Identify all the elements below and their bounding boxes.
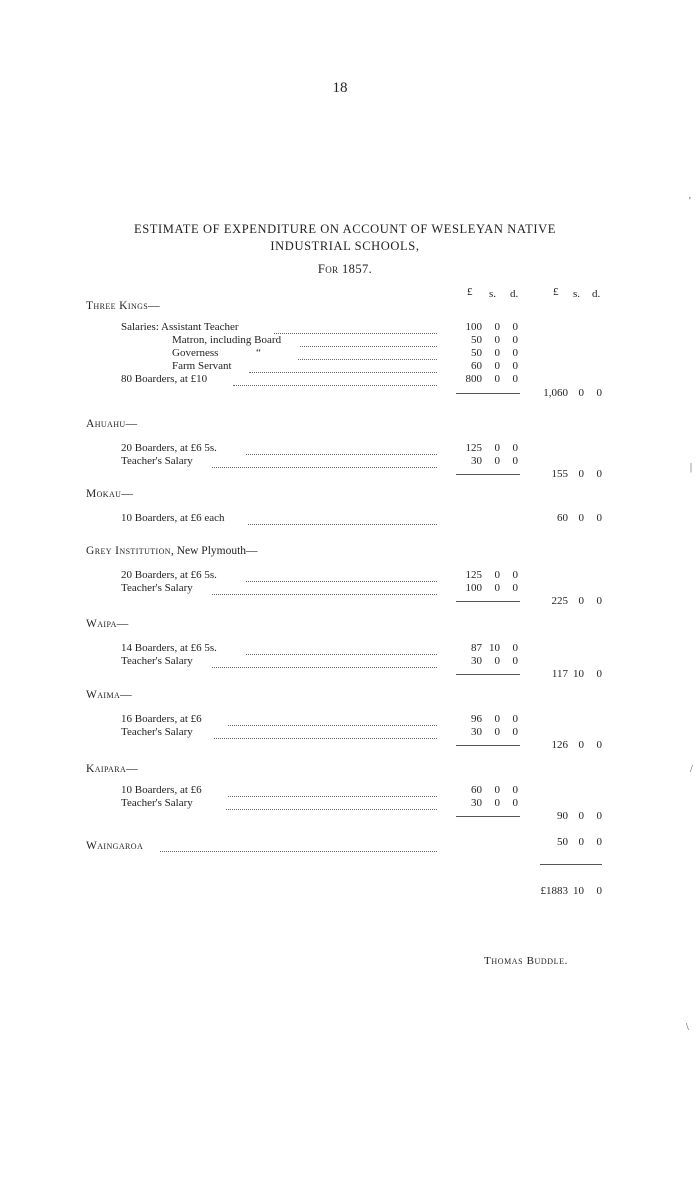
total-shillings: 10 [573, 668, 584, 680]
dots [298, 359, 437, 360]
header-pence-2: d. [592, 288, 601, 300]
item-label: Teacher's Salary [121, 726, 193, 738]
total-pence: 0 [596, 836, 602, 848]
amount-pence: 0 [512, 373, 518, 385]
total-pence: 0 [596, 468, 602, 480]
total-pence: 0 [596, 739, 602, 751]
three-kings-line-5 [121, 373, 207, 385]
subtotal-rule [456, 393, 520, 394]
total-pence: 0 [596, 595, 602, 607]
section-three-kings-title: Three Kings— [86, 300, 161, 312]
dots [226, 809, 437, 810]
total-pounds: 1,060 [543, 387, 568, 399]
subtotal-rule [456, 674, 520, 675]
grey-line-1 [121, 569, 217, 581]
amount-shillings: 0 [494, 726, 500, 738]
amount-shillings: 0 [494, 347, 500, 359]
amount-pence: 0 [512, 784, 518, 796]
amount-pence: 0 [512, 360, 518, 372]
amount-shillings: 0 [494, 373, 500, 385]
three-kings-line-2 [172, 334, 281, 346]
dots [249, 372, 437, 373]
scan-mark: / [690, 764, 693, 775]
total-shillings: 0 [578, 468, 584, 480]
total-pence: 0 [596, 668, 602, 680]
three-kings-line-1 [121, 321, 239, 333]
section-grey-institution-title [86, 545, 258, 557]
item-label: Matron, including Board [172, 334, 282, 346]
kaipara-line-2 [121, 797, 193, 809]
dots [274, 333, 437, 334]
dots [214, 738, 437, 739]
signature: Thomas Buddle. [484, 955, 568, 967]
document-title-line-2: INDUSTRIAL SCHOOLS, [270, 239, 420, 253]
item-label: Teacher's Salary [121, 797, 193, 809]
three-kings-line-3 [172, 347, 261, 359]
total-pounds: 126 [551, 739, 568, 751]
waima-line-2 [121, 726, 193, 738]
item-label: Salaries: Assistant Teacher [121, 321, 239, 333]
amount-pence: 0 [512, 334, 518, 346]
total-shillings: 0 [578, 512, 584, 524]
amount-shillings: 0 [494, 713, 500, 725]
amount-pounds: 100 [465, 582, 482, 594]
section-title-main: Grey Institution [86, 545, 171, 557]
amount-pounds: 30 [471, 655, 482, 667]
grand-total-pence: 0 [596, 885, 602, 897]
ahuahu-line-2 [121, 455, 193, 467]
amount-shillings: 0 [494, 797, 500, 809]
amount-shillings: 0 [494, 442, 500, 454]
section-waima-title: Waima— [86, 689, 133, 701]
section-ahuahu-title: Ahuahu— [86, 418, 138, 430]
grand-total-rule [540, 864, 602, 865]
waipa-line-2 [121, 655, 193, 667]
total-pence: 0 [596, 810, 602, 822]
subtotal-rule [456, 474, 520, 475]
ditto-mark: “ [256, 347, 261, 359]
dots [212, 594, 437, 595]
item-label: 16 Boarders, at £6 [121, 713, 202, 725]
document-title: ESTIMATE OF EXPENDITURE ON ACCOUNT OF WESLEYAN NATIVE [134, 222, 556, 236]
section-mokau-title: Mokau— [86, 488, 134, 500]
dots [212, 667, 437, 668]
item-label: Farm Servant [172, 360, 232, 372]
dots [246, 454, 437, 455]
amount-pence: 0 [512, 455, 518, 467]
header-pence-1: d. [510, 288, 519, 300]
amount-shillings: 10 [489, 642, 500, 654]
amount-pence: 0 [512, 642, 518, 654]
item-label: 20 Boarders, at £6 5s. [121, 569, 217, 581]
item-label: 80 Boarders, at £10 [121, 373, 208, 385]
total-shillings: 0 [578, 836, 584, 848]
item-label: Teacher's Salary [121, 582, 193, 594]
amount-shillings: 0 [494, 455, 500, 467]
total-pounds: 155 [551, 468, 568, 480]
scan-mark: | [690, 462, 693, 473]
amount-pence: 0 [512, 442, 518, 454]
amount-pounds: 87 [471, 642, 482, 654]
grand-total-shillings: 10 [573, 885, 584, 897]
amount-shillings: 0 [494, 334, 500, 346]
header-pounds-1: £ [467, 286, 473, 298]
dots [300, 346, 437, 347]
total-pounds: 117 [551, 668, 568, 680]
section-waingaroa-title: Waingaroa [86, 840, 144, 852]
subtotal-rule [456, 601, 520, 602]
dots [228, 796, 437, 797]
item-label: 14 Boarders, at £6 5s. [121, 642, 217, 654]
amount-pounds: 100 [465, 321, 482, 333]
total-shillings: 0 [578, 810, 584, 822]
amount-pounds: 96 [471, 713, 482, 725]
amount-shillings: 0 [494, 321, 500, 333]
amount-pounds: 60 [471, 360, 482, 372]
mokau-line-1 [121, 512, 225, 524]
header-shillings-2: s. [573, 288, 581, 300]
total-shillings: 0 [578, 595, 584, 607]
total-pounds: 50 [557, 836, 568, 848]
total-pence: 0 [596, 387, 602, 399]
grand-total-pounds: £1883 [540, 885, 568, 897]
item-label: Teacher's Salary [121, 655, 193, 667]
waipa-line-1 [121, 642, 217, 654]
dots [228, 725, 437, 726]
amount-pence: 0 [512, 582, 518, 594]
amount-pounds: 800 [465, 373, 482, 385]
item-label: 20 Boarders, at £6 5s. [121, 442, 217, 454]
amount-pounds: 60 [471, 784, 482, 796]
dots [212, 467, 437, 468]
amount-pounds: 50 [471, 347, 482, 359]
amount-pence: 0 [512, 569, 518, 581]
amount-pence: 0 [512, 797, 518, 809]
amount-pounds: 30 [471, 726, 482, 738]
subtotal-rule [456, 816, 520, 817]
three-kings-line-4 [172, 360, 232, 372]
item-label: 10 Boarders, at £6 [121, 784, 202, 796]
kaipara-line-1 [121, 784, 202, 796]
total-pence: 0 [596, 512, 602, 524]
amount-pence: 0 [512, 321, 518, 333]
amount-pence: 0 [512, 726, 518, 738]
page-number: 18 [332, 80, 348, 96]
scan-mark: \ [686, 1022, 689, 1033]
section-title-location: , New Plymouth— [170, 545, 258, 557]
item-label: Governess [172, 347, 219, 359]
amount-pence: 0 [512, 347, 518, 359]
ahuahu-line-1 [121, 442, 217, 454]
scan-mark: ' [689, 196, 691, 207]
total-pounds: 60 [557, 512, 568, 524]
amount-pounds: 50 [471, 334, 482, 346]
dots [233, 385, 437, 386]
amount-pence: 0 [512, 713, 518, 725]
total-pounds: 90 [557, 810, 568, 822]
section-waipa-title: Waipa— [86, 618, 129, 630]
dots [246, 654, 437, 655]
item-label: Teacher's Salary [121, 455, 193, 467]
header-pounds-2: £ [553, 286, 559, 298]
amount-shillings: 0 [494, 582, 500, 594]
year-subtitle: For 1857. [317, 262, 373, 276]
waima-line-1 [121, 713, 202, 725]
amount-shillings: 0 [494, 360, 500, 372]
section-kaipara-title: Kaipara— [86, 763, 139, 775]
amount-shillings: 0 [494, 569, 500, 581]
grey-line-2 [121, 582, 193, 594]
total-pounds: 225 [551, 595, 568, 607]
amount-shillings: 0 [494, 784, 500, 796]
total-shillings: 0 [578, 387, 584, 399]
subtotal-rule [456, 745, 520, 746]
dots [248, 524, 437, 525]
amount-pounds: 125 [465, 442, 482, 454]
amount-shillings: 0 [494, 655, 500, 667]
header-shillings-1: s. [489, 288, 497, 300]
dots [246, 581, 437, 582]
amount-pounds: 30 [471, 797, 482, 809]
amount-pounds: 125 [465, 569, 482, 581]
dots [160, 851, 437, 852]
amount-pounds: 30 [471, 455, 482, 467]
item-label: 10 Boarders, at £6 each [121, 512, 225, 524]
amount-pence: 0 [512, 655, 518, 667]
total-shillings: 0 [578, 739, 584, 751]
